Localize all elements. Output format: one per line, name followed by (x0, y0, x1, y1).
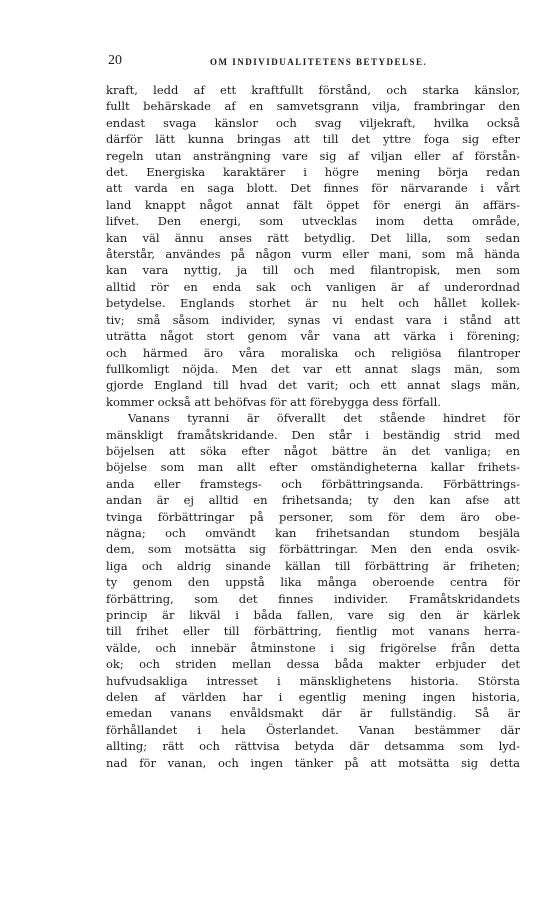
text-line: endast svaga känslor och svag viljekraft, hvilka också (106, 115, 520, 130)
text-line: nad för vanan, och ingen tänker på att motsätta sig detta (106, 755, 520, 770)
text-line: andan är ej alltid en frihetsanda; ty den kan afse att (106, 493, 520, 508)
text-line: kan väl ännu anses rätt betydlig. Det lilla, som sedan (106, 230, 520, 245)
text-line: förbättring, som det finnes individer. Framåtskridandets (106, 591, 520, 606)
text-line: förhållandet i hela Österlandet. Vanan bestämmer där (106, 722, 520, 737)
text-line: betydelse. Englands storhet är nu helt och hållet kollek- (106, 296, 520, 311)
text-line: tvinga förbättringar på personer, som för dem äro obe- (106, 509, 520, 524)
text-line: kan vara nyttig, ja till och med filantropisk, men som (106, 263, 520, 278)
text-line: böjelsen att söka efter något bättre än det vanliga; en (106, 443, 520, 458)
text-line: uträtta något stort genom vår vana att värka i förening; (106, 329, 520, 344)
text-line: fullkomligt nöjda. Men det var ett annat slags män, som (106, 361, 520, 376)
page-header (108, 53, 520, 69)
text-line: hufvudsakliga intresset i mänsklighetens historia. Största (106, 673, 520, 688)
text-line: Vanans tyranni är öfverallt det stående hindret för (128, 411, 520, 426)
text-line: fullt behärskade af en samvetsgrann vilja, frambringar den (106, 99, 520, 114)
text-line: ok; och striden mellan dessa båda makter erbjuder det (106, 657, 520, 672)
text-line: allting; rätt och rättvisa betyda där detsamma som lyd- (106, 739, 520, 754)
text-line: regeln utan ansträngning vare sig af viljan eller af förstån- (106, 148, 520, 163)
text-line: nägna; och omvändt kan frihetsandan stundom besjäla (106, 525, 520, 540)
text-line: tiv; små såsom individer, synas vi endast vara i stånd att (106, 312, 520, 327)
text-line: att varda en saga blott. Det finnes för närvarande i vårt (106, 181, 520, 196)
text-line: till frihet eller till förbättring, fientlig mot vanans herra- (106, 624, 520, 639)
text-line: återstår, användes på någon vurm eller mani, som må hända (106, 247, 520, 262)
text-line: det. Energiska karaktärer i högre mening börja redan (106, 165, 520, 180)
text-line: dem, som motsätta sig förbättringar. Men den enda osvik- (106, 542, 520, 557)
text-line: kraft, ledd af ett kraftfullt förstånd, och starka känslor, (106, 83, 520, 97)
text-line: gjorde England till hvad det varit; och ett annat slags män, (106, 378, 520, 393)
body-text (106, 82, 520, 771)
text-line: alltid rör en enda sak och vanligen är af underordnad (106, 279, 520, 294)
text-line: liga och aldrig sinande källan till förbättring är friheten; (106, 558, 520, 573)
text-line: böjelse som man allt efter omständigheterna kallar frihets- (106, 460, 520, 475)
text-line: därför lätt kunna bringas att till det yttre foga sig efter (106, 132, 520, 147)
text-line: princip är likväl i båda fallen, vare sig den är kärlek (106, 608, 520, 622)
text-line: lifvet. Den energi, som utvecklas inom detta område, (106, 214, 520, 229)
text-line: land knappt något annat fält öppet för energi än affärs- (106, 197, 520, 212)
text-line: ty genom den uppstå lika många oberoende centra för (106, 575, 520, 590)
text-line: välde, och innebär åtminstone i sig frigörelse från detta (106, 640, 520, 655)
text-line: emedan vanans envåldsmakt där är fullständig. Så är (106, 706, 520, 721)
text-line: delen af världen har i egentlig mening ingen historia, (106, 690, 520, 705)
text-line: och härmed äro våra moraliska och religiösa filantroper (106, 345, 520, 360)
text-line: anda eller framstegs- och förbättringsanda. Förbättrings- (106, 476, 520, 491)
text-line: kommer också att behöfvas för att förebygga dess förfall. (106, 394, 441, 409)
text-line: mänskligt framåtskridande. Den står i beständig strid med (106, 427, 520, 442)
running-head: OM INDIVIDUALITETENS BETYDELSE. (210, 57, 428, 67)
page-number: 20 (108, 53, 122, 68)
